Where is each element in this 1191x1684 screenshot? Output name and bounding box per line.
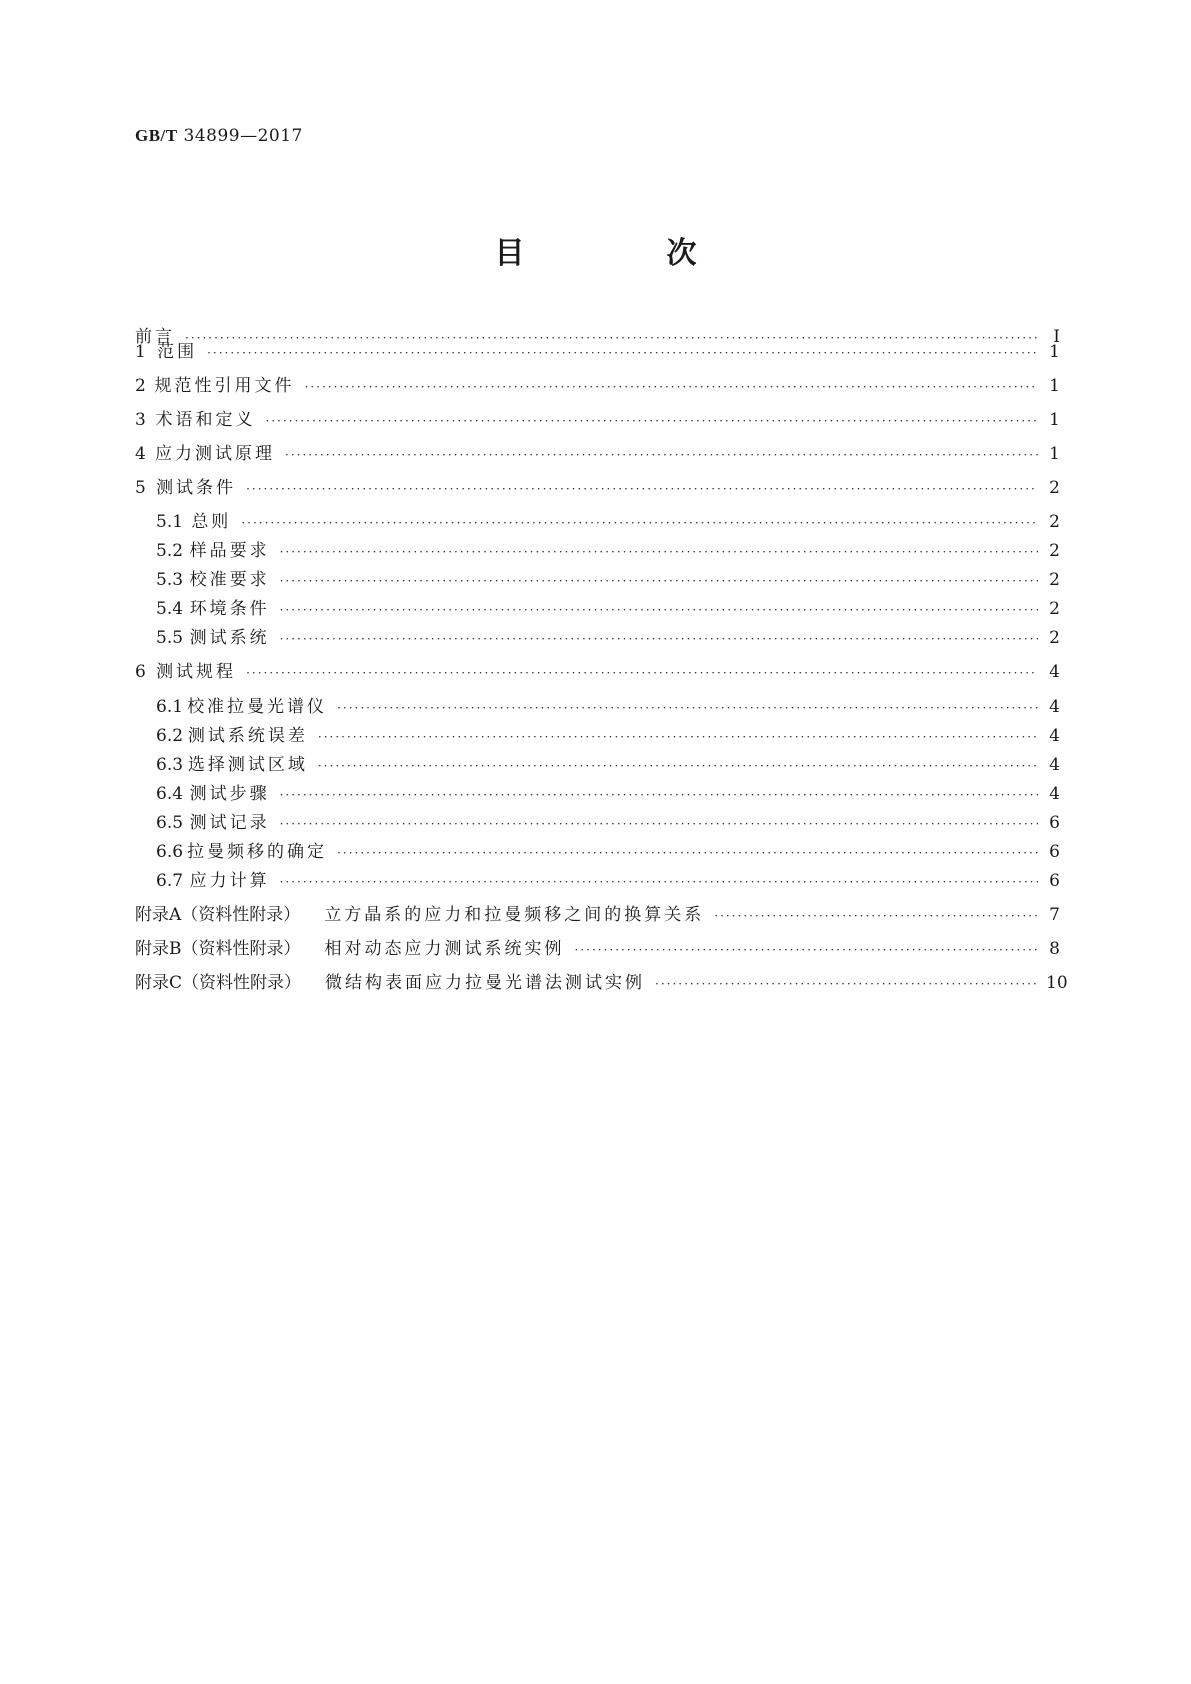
- toc-entry-label: 测试规程: [156, 662, 237, 682]
- toc-entry-6-3[interactable]: [156, 753, 1060, 777]
- toc-entry-label: 测试条件: [156, 478, 237, 498]
- dot-leader: [280, 569, 1038, 593]
- toc-entry-page: 4: [1049, 726, 1060, 746]
- toc-entry-number: 6.7: [156, 871, 184, 891]
- toc-entry-label: 校准拉曼光谱仪: [187, 697, 328, 717]
- dot-leader: [266, 409, 1038, 433]
- toc-entry-5[interactable]: [135, 476, 1060, 500]
- toc-entry-1[interactable]: [135, 340, 1060, 364]
- toc-entry-label: 相对动态应力测试系统实例: [324, 939, 565, 959]
- toc-entry-label: 校准要求: [189, 570, 270, 590]
- dot-leader: [207, 341, 1038, 365]
- toc-entry-page: 6: [1049, 813, 1060, 833]
- toc-entry-appendix-c[interactable]: [135, 971, 1068, 995]
- toc-entry-number: 附录B（资料性附录）: [135, 939, 301, 959]
- toc-entry-number: 4: [135, 444, 146, 464]
- dot-leader: [280, 870, 1038, 894]
- dot-leader: [318, 725, 1038, 749]
- toc-entry-6[interactable]: [135, 660, 1060, 684]
- toc-entry-label: 环境条件: [189, 599, 270, 619]
- toc-entry-6-5[interactable]: [156, 811, 1060, 835]
- toc-entry-label: 选择测试区域: [187, 755, 308, 775]
- dot-leader: [318, 754, 1038, 778]
- toc-entry-number: 2: [135, 376, 146, 396]
- toc-entry-page: 4: [1049, 697, 1060, 717]
- toc-entry-2[interactable]: [135, 374, 1060, 398]
- dot-leader: [285, 443, 1038, 467]
- toc-entry-label: 应力测试原理: [155, 444, 276, 464]
- dot-leader: [280, 812, 1038, 836]
- toc-entry-page: 6: [1049, 842, 1060, 862]
- toc-entry-page: 2: [1049, 570, 1060, 590]
- toc-entry-label: 拉曼频移的确定: [187, 842, 328, 862]
- toc-entry-6-2[interactable]: [156, 724, 1060, 748]
- toc-entry-label: 微结构表面应力拉曼光谱法测试实例: [325, 973, 646, 993]
- toc-entry-page: 2: [1049, 599, 1060, 619]
- toc-entry-page: 4: [1049, 755, 1060, 775]
- dot-leader: [305, 375, 1039, 399]
- dot-leader: [280, 627, 1038, 651]
- toc-entry-page: 4: [1049, 662, 1060, 682]
- toc-entry-label: 测试记录: [189, 813, 270, 833]
- toc-entry-number: 6: [135, 662, 146, 682]
- toc-entry-page: 2: [1049, 541, 1060, 561]
- toc-entry-5-2[interactable]: [156, 539, 1060, 563]
- toc-entry-page: 2: [1049, 628, 1060, 648]
- toc-entry-5-5[interactable]: [156, 626, 1060, 650]
- dot-leader: [714, 904, 1038, 928]
- document-code: [135, 126, 303, 146]
- toc-entry-number: 6.2: [156, 726, 184, 746]
- toc-entry-5-1[interactable]: [156, 510, 1060, 534]
- dot-leader: [280, 783, 1038, 807]
- toc-entry-appendix-a[interactable]: [135, 903, 1060, 927]
- toc-entry-label: 规范性引用文件: [154, 376, 295, 396]
- toc-entry-appendix-b[interactable]: [135, 937, 1060, 961]
- toc-entry-page: 6: [1049, 871, 1060, 891]
- toc-entry-label: 测试步骤: [189, 784, 270, 804]
- dot-leader: [246, 477, 1038, 501]
- page-title: 目 次: [494, 236, 753, 271]
- standard-prefix: GB/T: [135, 126, 178, 145]
- toc-entry-label: 样品要求: [189, 541, 270, 561]
- dot-leader: [337, 696, 1038, 720]
- toc-entry-page: 2: [1049, 512, 1060, 532]
- dot-leader: [280, 598, 1038, 622]
- dot-leader: [575, 938, 1039, 962]
- toc-entry-page: Ⅰ: [1053, 327, 1060, 347]
- toc-entry-page: 8: [1049, 939, 1060, 959]
- toc-entry-label: 总则: [191, 512, 232, 532]
- toc-entry-6-6[interactable]: [156, 840, 1060, 864]
- toc-entry-number: 6.3: [156, 755, 184, 775]
- toc-entry-number: 5.1: [156, 512, 184, 532]
- toc-entry-page: 2: [1049, 478, 1060, 498]
- toc-entry-number: 5.3: [156, 570, 184, 590]
- toc-entry-page: 1: [1049, 444, 1060, 464]
- toc-entry-6-4[interactable]: [156, 782, 1060, 806]
- toc-entry-number: 5.2: [156, 541, 184, 561]
- toc-entry-page: 1: [1049, 410, 1060, 430]
- toc-entry-5-3[interactable]: [156, 568, 1060, 592]
- toc-entry-6-7[interactable]: [156, 869, 1060, 893]
- toc-entry-page: 1: [1049, 342, 1060, 362]
- toc-entry-number: 附录A（资料性附录）: [135, 905, 301, 925]
- toc-entry-label: 测试系统误差: [187, 726, 308, 746]
- toc-entry-label: 前言: [135, 327, 175, 347]
- toc-entry-label: 应力计算: [189, 871, 270, 891]
- toc-entry-number: 3: [135, 410, 146, 430]
- dot-leader: [246, 661, 1038, 685]
- toc-entry-page: 4: [1049, 784, 1060, 804]
- toc-entry-5-4[interactable]: [156, 597, 1060, 621]
- toc-entry-label: 测试系统: [189, 628, 270, 648]
- toc-entry-number: 6.1: [156, 697, 184, 717]
- toc-entry-6-1[interactable]: [156, 695, 1060, 719]
- standard-number: 34899—2017: [183, 126, 303, 146]
- toc-entry-number: 5.4: [156, 599, 184, 619]
- toc-entry-3[interactable]: [135, 408, 1060, 432]
- toc-entry-page: 1: [1049, 376, 1060, 396]
- toc-entry-number: 5: [135, 478, 146, 498]
- toc-entry-page: 10: [1046, 973, 1068, 993]
- dot-leader: [241, 511, 1038, 535]
- dot-leader: [655, 972, 1038, 996]
- toc-entry-number: 6.6: [156, 842, 184, 862]
- toc-entry-label: 立方晶系的应力和拉曼频移之间的换算关系: [324, 905, 705, 925]
- toc-entry-number: 5.5: [156, 628, 184, 648]
- toc-entry-number: 1: [135, 342, 146, 362]
- dot-leader: [280, 540, 1038, 564]
- toc-entry-number: 6.5: [156, 813, 184, 833]
- toc-entry-label: 范围: [157, 342, 198, 362]
- dot-leader: [337, 841, 1038, 865]
- toc-entry-number: 6.4: [156, 784, 184, 804]
- toc-entry-page: 7: [1049, 905, 1060, 925]
- toc-entry-label: 术语和定义: [155, 410, 256, 430]
- toc-entry-4[interactable]: [135, 442, 1060, 466]
- toc-entry-number: 附录C（资料性附录）: [135, 973, 302, 993]
